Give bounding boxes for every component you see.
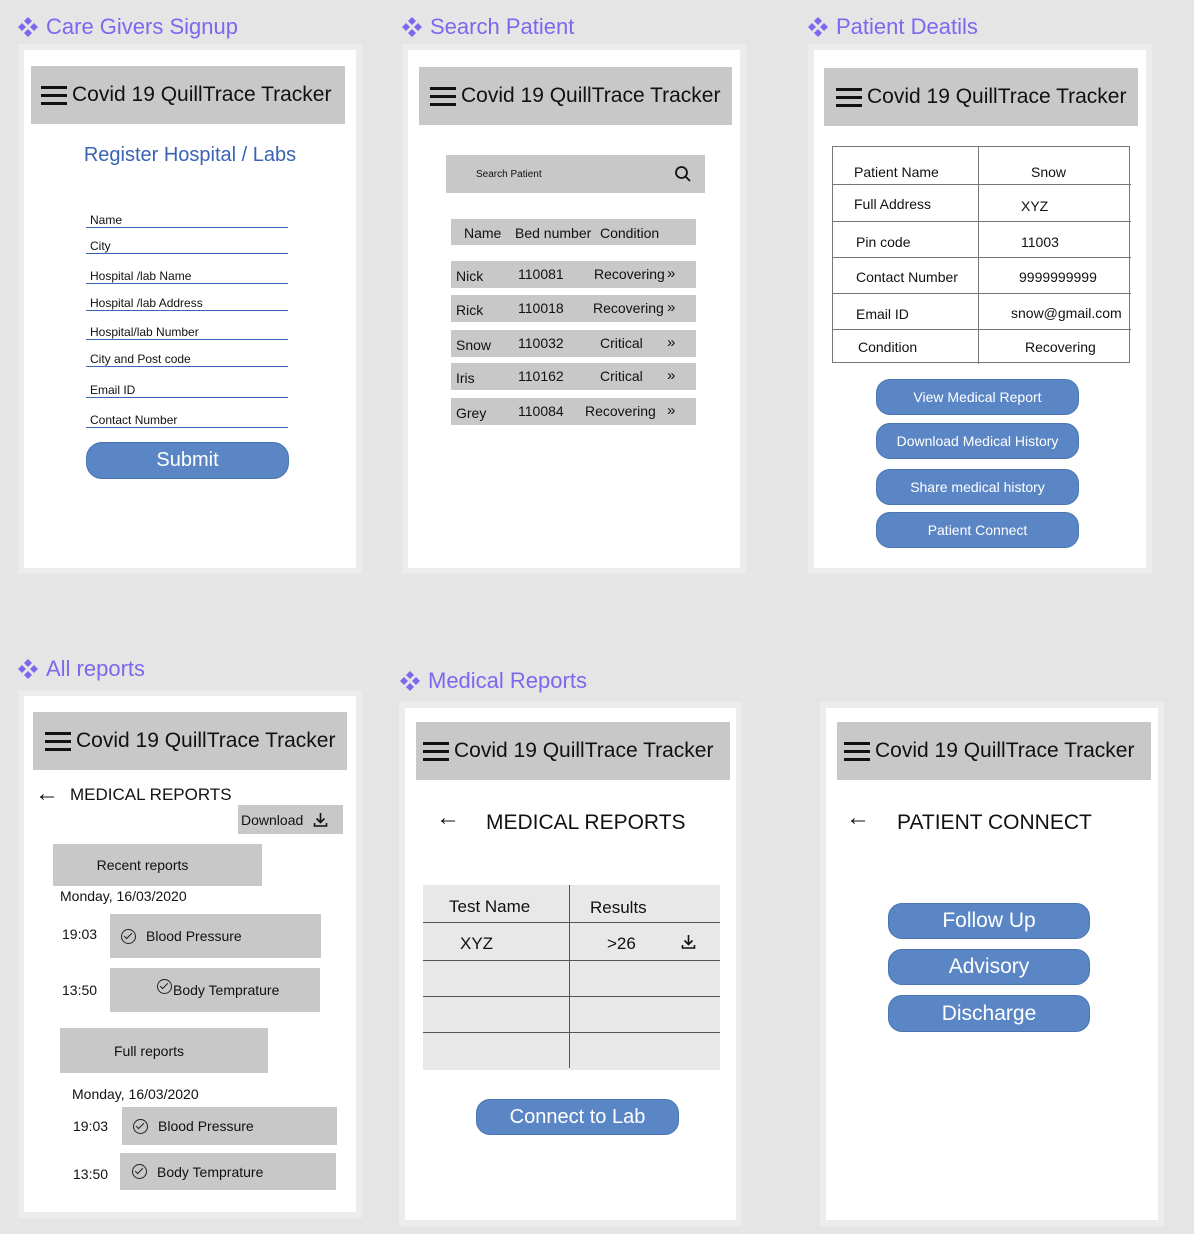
patient-name: Snow	[456, 337, 492, 353]
report-item[interactable]	[110, 968, 320, 1012]
hospital-address-field[interactable]: Hospital /lab Address	[86, 291, 288, 311]
detail-value: snow@gmail.com	[1011, 305, 1122, 321]
full-reports-label: Full reports	[113, 1042, 185, 1059]
report-date: Monday, 16/03/2020	[72, 1086, 199, 1102]
discharge-button[interactable]: Discharge	[888, 995, 1090, 1032]
share-medical-history-button[interactable]: Share medical history	[876, 469, 1079, 505]
app-header	[31, 66, 345, 124]
patient-name: Iris	[456, 370, 475, 386]
table-divider	[569, 885, 570, 1068]
download-medical-history-button[interactable]: Download Medical History	[876, 423, 1079, 459]
contact-number-field[interactable]: Contact Number	[86, 408, 288, 428]
check-circle-icon	[121, 929, 136, 944]
frame-title-details	[806, 14, 978, 40]
hamburger-icon[interactable]	[844, 741, 870, 761]
frame-title-label: Medical Reports	[428, 668, 587, 693]
submit-button[interactable]: Submit	[86, 442, 289, 479]
patient-bed: 110081	[518, 266, 564, 282]
report-item[interactable]	[110, 914, 321, 958]
patient-condition: Recovering	[585, 403, 656, 419]
patient-row[interactable]	[451, 261, 696, 288]
frame-title-signup	[16, 14, 238, 40]
post-code-field[interactable]: City and Post code	[86, 347, 288, 367]
patient-details-table	[832, 146, 1130, 363]
frame-title-label: Care Givers Signup	[46, 14, 238, 39]
frame-title-label: All reports	[46, 656, 146, 681]
patient-name: Rick	[456, 302, 484, 318]
column-header-condition: Condition	[600, 225, 660, 241]
hospital-number-field[interactable]: Hospital/lab Number	[86, 320, 288, 340]
app-header	[419, 67, 732, 125]
table-divider	[423, 922, 720, 923]
download-button[interactable]	[238, 805, 343, 834]
results-table	[423, 885, 720, 1070]
report-name: Blood Pressure	[146, 928, 242, 944]
table-divider	[833, 257, 1131, 258]
app-header	[416, 722, 730, 780]
advisory-button[interactable]: Advisory	[888, 949, 1090, 985]
frame-title-medical-reports	[398, 668, 587, 694]
email-field[interactable]: Email ID	[86, 378, 288, 398]
detail-value: 9999999999	[1019, 269, 1097, 285]
patient-row[interactable]	[451, 295, 696, 322]
component-icon	[16, 657, 40, 681]
table-divider	[978, 147, 979, 364]
report-item[interactable]	[122, 1107, 337, 1145]
patient-row[interactable]	[451, 330, 696, 357]
patient-bed: 110032	[518, 335, 564, 351]
back-arrow-icon[interactable]: ←	[35, 780, 59, 807]
recent-reports-tab[interactable]	[53, 844, 262, 886]
recent-reports-label: Recent reports	[96, 857, 189, 873]
table-divider	[833, 184, 1131, 185]
patient-table-header	[451, 219, 696, 245]
check-circle-icon	[157, 979, 172, 994]
report-time: 13:50	[62, 982, 98, 998]
frame-title-label: Search Patient	[430, 14, 575, 39]
details-card	[814, 50, 1146, 568]
report-item[interactable]	[120, 1153, 336, 1190]
table-divider	[833, 293, 1131, 294]
check-circle-icon	[133, 1119, 148, 1134]
report-time: 13:50	[73, 1166, 109, 1182]
detail-label: Email ID	[856, 306, 909, 322]
patient-row[interactable]	[451, 398, 696, 425]
patient-condition: Recovering	[594, 266, 665, 282]
patient-row[interactable]	[451, 363, 696, 390]
reports-heading: MEDICAL REPORTS	[486, 811, 686, 834]
signup-card	[24, 50, 356, 568]
app-title: Covid 19 QuillTrace Tracker	[461, 84, 721, 107]
search-card	[408, 50, 740, 568]
test-name: XYZ	[460, 934, 494, 953]
report-name: Blood Pressure	[158, 1118, 254, 1134]
chevron-right-icon[interactable]: »	[667, 299, 676, 316]
table-divider	[423, 996, 720, 997]
column-header-bed: Bed number	[515, 225, 592, 241]
app-header	[824, 68, 1138, 126]
app-title: Covid 19 QuillTrace Tracker	[867, 85, 1127, 108]
register-heading: Register Hospital / Labs	[83, 144, 297, 166]
city-field[interactable]: City	[86, 234, 288, 254]
detail-value: Snow	[1031, 164, 1067, 180]
table-divider	[833, 221, 1131, 222]
back-arrow-icon[interactable]: ←	[846, 804, 870, 831]
component-icon	[398, 669, 422, 693]
hamburger-icon[interactable]	[41, 85, 67, 105]
app-title: Covid 19 QuillTrace Tracker	[76, 729, 336, 752]
patient-bed: 110162	[518, 368, 564, 384]
table-divider	[423, 960, 720, 961]
component-icon	[400, 15, 424, 39]
chevron-right-icon[interactable]: »	[667, 265, 676, 282]
hamburger-icon[interactable]	[430, 86, 456, 106]
medical-reports-card	[405, 708, 736, 1220]
hospital-name-field[interactable]: Hospital /lab Name	[86, 264, 288, 284]
hamburger-icon[interactable]	[45, 731, 71, 751]
table-divider	[423, 1032, 720, 1033]
report-date: Monday, 16/03/2020	[60, 888, 187, 904]
patient-condition: Critical	[600, 335, 643, 351]
chevron-right-icon[interactable]: »	[667, 334, 676, 351]
frame-title-label: Patient Deatils	[836, 14, 978, 39]
app-header	[837, 722, 1151, 780]
back-arrow-icon[interactable]: ←	[436, 804, 460, 831]
app-title: Covid 19 QuillTrace Tracker	[875, 739, 1135, 762]
search-placeholder: Search Patient	[476, 168, 542, 180]
chevron-right-icon[interactable]: »	[667, 402, 676, 419]
report-name: Body Temprature	[157, 1163, 264, 1180]
app-title: Covid 19 QuillTrace Tracker	[72, 83, 332, 106]
detail-label: Patient Name	[854, 164, 939, 180]
patient-bed: 110018	[518, 300, 564, 316]
patient-connect-button[interactable]: Patient Connect	[876, 512, 1079, 548]
column-header-name: Name	[464, 225, 502, 241]
all-reports-card	[24, 696, 356, 1212]
app-title: Covid 19 QuillTrace Tracker	[454, 739, 714, 762]
detail-value: 11003	[1021, 234, 1059, 250]
follow-up-button[interactable]: Follow Up	[888, 903, 1090, 939]
patient-condition: Critical	[600, 368, 643, 384]
patient-connect-card	[826, 708, 1158, 1220]
report-name: Body Temprature	[173, 982, 280, 998]
detail-label: Full Address	[854, 196, 932, 212]
chevron-right-icon[interactable]: »	[667, 367, 676, 384]
search-icon[interactable]	[674, 165, 692, 183]
frame-title-all-reports	[16, 656, 145, 682]
test-result: >26	[607, 934, 636, 953]
download-icon[interactable]	[681, 934, 696, 949]
app-header	[33, 712, 347, 770]
table-divider	[833, 329, 1131, 330]
patient-name: Nick	[456, 268, 484, 284]
patient-condition: Recovering	[593, 300, 664, 316]
name-field[interactable]: Name	[86, 208, 288, 228]
full-reports-tab[interactable]	[60, 1028, 268, 1073]
download-icon	[313, 812, 328, 827]
hamburger-icon[interactable]	[836, 87, 862, 107]
detail-label: Contact Number	[856, 269, 958, 285]
reports-heading: MEDICAL REPORTS	[70, 785, 232, 804]
report-time: 19:03	[73, 1118, 109, 1134]
frame-title-search	[400, 14, 574, 40]
connect-to-lab-button[interactable]: Connect to Lab	[476, 1099, 679, 1135]
column-header-results: Results	[590, 898, 647, 917]
column-header-test: Test Name	[449, 897, 531, 916]
view-medical-report-button[interactable]: View Medical Report	[876, 379, 1079, 415]
detail-value: Recovering	[1025, 339, 1096, 355]
report-time: 19:03	[62, 926, 98, 942]
check-circle-icon	[132, 1164, 147, 1179]
component-icon	[16, 15, 40, 39]
detail-label: Condition	[858, 339, 918, 355]
download-label: Download	[241, 811, 304, 828]
search-input[interactable]	[446, 155, 705, 193]
connect-heading: PATIENT CONNECT	[897, 811, 1092, 834]
hamburger-icon[interactable]	[423, 741, 449, 761]
component-icon	[806, 15, 830, 39]
patient-name: Grey	[456, 405, 487, 421]
detail-label: Pin code	[856, 234, 911, 250]
detail-value: XYZ	[1021, 198, 1049, 214]
patient-bed: 110084	[518, 403, 564, 419]
